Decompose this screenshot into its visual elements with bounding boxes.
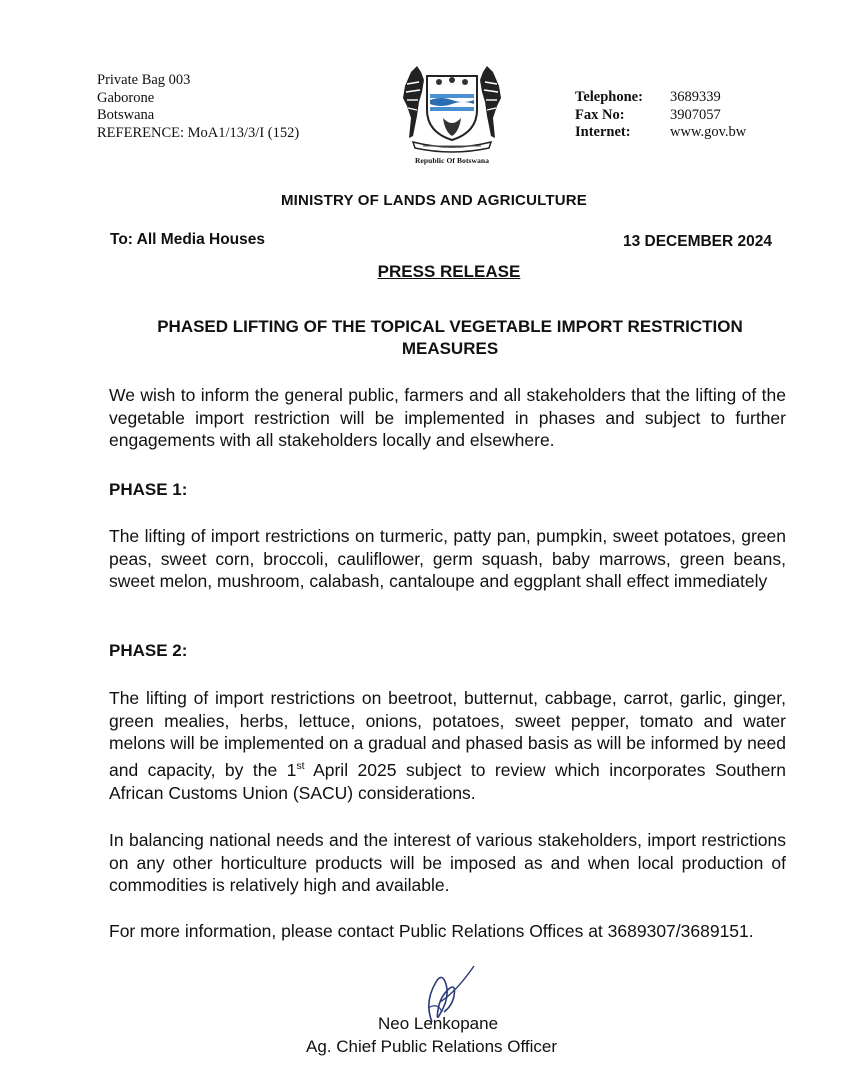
address-line: Private Bag 003	[97, 72, 191, 88]
release-date: 13 DECEMBER 2024	[622, 233, 772, 250]
fax-value: 3907057	[670, 106, 721, 123]
address-line: Botswana	[97, 107, 155, 123]
intro-paragraph: We wish to inform the general public, farmers and all stakeholders that the lifting of the vegetable import restriction will be implemented in phases and subject to further engagements with all stakeholders locally and elsewhere.	[109, 385, 786, 451]
recipient-line: To: All Media Houses	[110, 231, 266, 248]
internet-label: Internet:	[575, 124, 631, 140]
subject-heading: PHASED LIFTING OF THE TOPICAL VEGETABLE IMPORT RESTRICTION MEASURES	[157, 317, 743, 358]
telephone-value: 3689339	[670, 89, 721, 105]
signatory-title: Ag. Chief Public Relations Officer	[306, 1037, 558, 1056]
phase-1-heading: PHASE 1:	[109, 480, 188, 499]
address-line: Gaborone	[97, 89, 155, 106]
internet-row	[575, 124, 746, 142]
internet-value: www.gov.bw	[670, 124, 747, 140]
telephone-row	[575, 89, 746, 107]
coat-of-arms	[393, 62, 511, 165]
phase-1-paragraph: The lifting of import restrictions on turmeric, patty pan, pumpkin, sweet potatoes, green peas, sweet corn, broccoli, cauliflower, germ squash, baby marrows, green beans, sweet melon, mushroom, calabash, cantaloupe and eggplant shall effect immediately	[109, 526, 786, 592]
contact-paragraph: For more information, please contact Public Relations Offices at 3689307/3689151.	[109, 921, 754, 941]
ordinal-suffix: st	[296, 760, 305, 773]
sender-address	[97, 72, 299, 142]
ministry-name: MINISTRY OF LANDS AND AGRICULTURE	[280, 192, 588, 209]
phase-2-text-end: April 2025 subject to review which incorporates Southern African Customs Union (SACU) considerations.	[109, 759, 786, 803]
balancing-paragraph: In balancing national needs and the interest of various stakeholders, import restrictions on any other horticulture products will be imposed as and when local production of commodities is relatively high and available.	[109, 830, 786, 896]
document-type-heading: PRESS RELEASE	[377, 262, 521, 281]
phase-2-text-start: The lifting of import restrictions on beetroot, butternut, cabbage, carrot, garlic, ginger, green mealies, herbs, lettuce, onions, potatoes, sweet pepper, tomato and water melons will be implemented on a gradual and phased basis as will be informed by need and capacity, by the 1	[109, 688, 786, 780]
coat-of-arms-icon	[393, 62, 511, 154]
telephone-label: Telephone:	[575, 89, 643, 105]
fax-label: Fax No:	[575, 106, 625, 123]
contact-details	[575, 89, 746, 142]
crest-caption: Republic Of Botswana	[414, 156, 490, 165]
phase-2-paragraph	[109, 687, 786, 804]
reference-number: REFERENCE: MoA1/13/3/I (152)	[97, 124, 300, 141]
signatory-name: Neo Lenkopane	[378, 1014, 499, 1033]
phase-2-heading: PHASE 2:	[109, 641, 188, 660]
fax-row	[575, 107, 746, 125]
